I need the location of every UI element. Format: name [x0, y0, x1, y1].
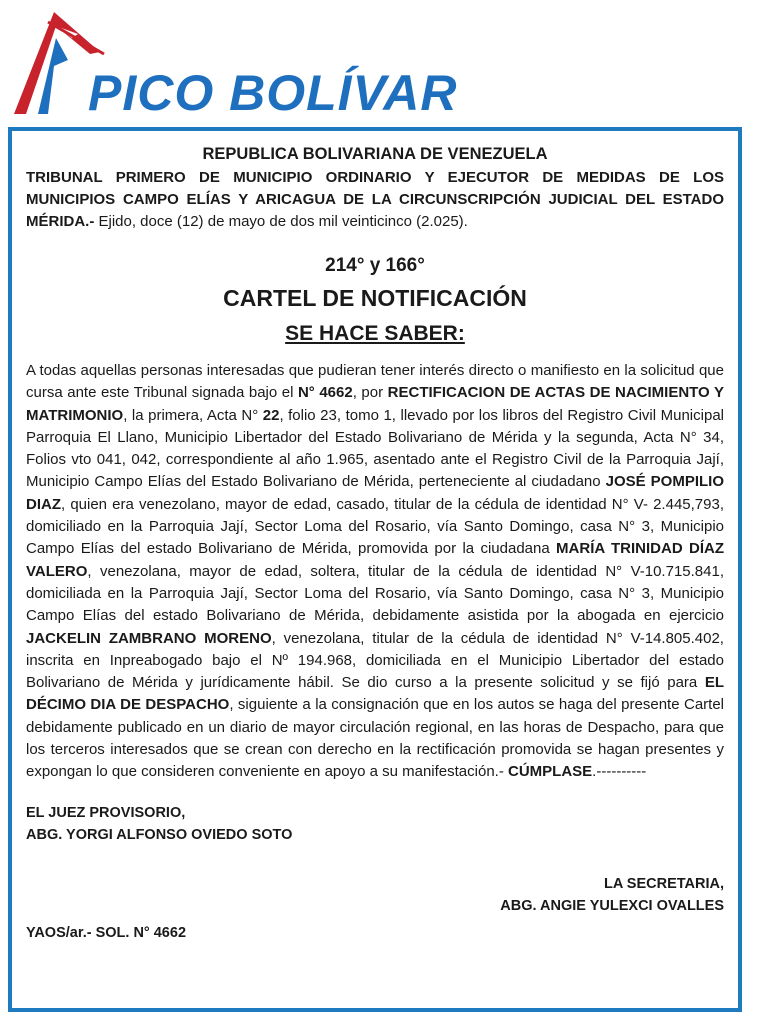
- document-title: CARTEL DE NOTIFICACIÓN: [223, 285, 527, 311]
- tribunal-name: TRIBUNAL PRIMERO DE MUNICIPIO ORDINARIO Y EJECUTOR DE MEDIDAS DE LOS MUNICIPIOS CAMPO ELÍAS Y ARICAGUA DE LA CIRCUNSCRIPCIÓN JUDICIAL DEL ESTADO MÉRIDA.-: [26, 169, 724, 230]
- secretary-role: LA SECRETARIA,: [603, 875, 724, 892]
- judge-role: EL JUEZ PROVISORIO,: [26, 804, 186, 821]
- body-text: , venezolana, mayor de edad, soltera, titular de la cédula de identidad N° V-10.715.841, domiciliada en la Parroquia Jají, Sector Loma del Rosario, vía Santo Domingo, casa N° 3, Municipio Campo Elías del estado Bolivariano de Mérida, debidamente asistida por la abogada en ejercicio: [26, 562, 724, 625]
- notice-content: [26, 145, 724, 941]
- secretary-name: ABG. ANGIE YULEXCI OVALLES: [500, 897, 724, 914]
- body-text: , por: [352, 384, 388, 402]
- case-number: N° 4662: [297, 384, 353, 402]
- notice-frame: [8, 127, 742, 1012]
- republic-heading: REPUBLICA BOLIVARIANA DE VENEZUELA: [202, 145, 548, 163]
- reference-line: YAOS/ar.- SOL. N° 4662: [26, 924, 187, 941]
- body-text: .----------: [592, 763, 647, 781]
- acta-number: 22: [262, 406, 280, 424]
- secretary-signature: [26, 873, 724, 917]
- body-text: , folio 23, tomo 1, llevado por los libros del Registro Civil Municipal Parroquia El Llano, Municipio Libertador del Estado Bolivariano de Mérida y la segunda, Acta N° 34, Folios vto 041, 042, correspondiente al año 1.965, asentado ante el Registro Civil de la Parroquia Jají, Municipio Campo Elías del Estado Bolivariano de Mérida, perteneciente al ciudadano: [26, 406, 724, 491]
- lawyer-name: JACKELIN ZAMBRANO MORENO: [26, 629, 272, 647]
- pico-bolivar-logo: [8, 4, 458, 122]
- body-text: , siguiente a la consignación que en los autos se haga del presente Cartel debidamente publicado en un diario de mayor circulación regional, en las horas de Despacho, para que los terceros interesados que se crean con derecho en la rectificación promovida se hagan presentes y expongan lo que consideren conveniente en apoyo a su manifestación.-: [26, 696, 724, 781]
- judge-name: ABG. YORGI ALFONSO OVIEDO SOTO: [26, 826, 293, 843]
- cumplase-word: CÚMPLASE: [508, 763, 593, 781]
- svg-text:PICO BOLÍVAR: PICO BOLÍVAR: [88, 65, 458, 121]
- deceased-name: JOSÉ POMPILIO DIAZ: [26, 473, 724, 513]
- body-text: , quien era venezolano, mayor de edad, casado, titular de la cédula de identidad N° V- 2.445,793, domiciliado en la Parroquia Jají, Sector Loma del Rosario, vía Santo Domingo, casa N° 3, Municipio Campo Elías del estado Bolivariano de Mérida, promovida por la ciudadana: [26, 495, 724, 558]
- tribunal-heading: [26, 167, 724, 233]
- petitioner-name: MARÍA TRINIDAD DÍAZ VALERO: [26, 540, 724, 580]
- se-hace-saber-heading: SE HACE SABER:: [285, 322, 465, 345]
- judge-signature: [26, 802, 724, 846]
- body-text: , venezolana, titular de la cédula de identidad N° V-14.805.402, inscrita en Inpreabogado bajo el Nº 194.968, domiciliada en el Municipio Libertador del estado Bolivariano de Mérida y jurídicamente hábil. Se dio curso a la presente solicitud y se fijó para: [26, 629, 724, 692]
- mountain-logo-icon: [8, 4, 458, 122]
- years-line: 214° y 166°: [325, 255, 425, 276]
- body-text: , la primera, Acta N°: [123, 406, 263, 424]
- place-date: Ejido, doce (12) de mayo de dos mil veinticinco (2.025).: [94, 213, 468, 230]
- body-text: A todas aquellas personas interesadas que pudieran tener interés directo o manifiesto en la solicitud que cursa ante este Tribunal signada bajo el: [26, 362, 724, 402]
- deadline-phrase: EL DÉCIMO DIA DE DESPACHO: [26, 674, 724, 714]
- notice-body: [26, 360, 724, 784]
- case-subject: RECTIFICACION DE ACTAS DE NACIMIENTO Y MATRIMONIO: [26, 384, 724, 424]
